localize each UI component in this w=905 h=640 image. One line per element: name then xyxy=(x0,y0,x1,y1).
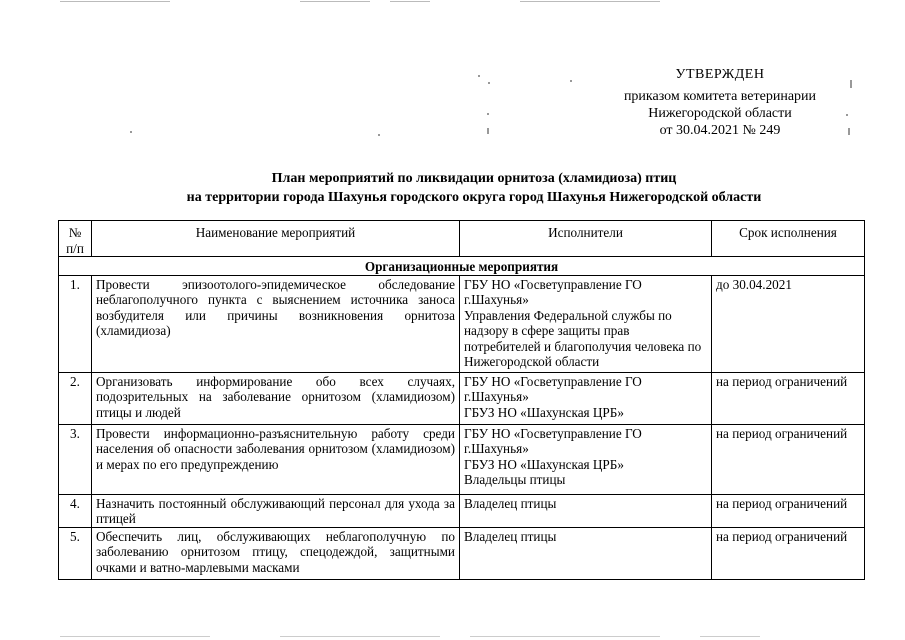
approval-stamp-block xyxy=(590,66,850,139)
row-measure: Назначить постоянный обслуживающий персонал для ухода за птицей xyxy=(92,494,460,527)
row-number: 4. xyxy=(59,494,92,527)
row-deadline: на период ограничений xyxy=(712,424,865,494)
executor: ГБУ НО «Госветуправление ГО г.Шахунья» xyxy=(464,276,642,307)
header-num: № п/п xyxy=(59,221,92,257)
table-row xyxy=(59,275,865,372)
table-row xyxy=(59,494,865,527)
row-executors xyxy=(460,527,712,579)
approval-line: Нижегородской области xyxy=(648,106,792,121)
scan-speck xyxy=(488,82,490,84)
scan-speck xyxy=(850,80,852,88)
row-executors xyxy=(460,275,712,372)
document-title xyxy=(60,169,888,207)
row-measure: Обеспечить лиц, обслуживающих неблагополучную по заболеванию орнитозом птицу, спецодеждой, защитными очками и ватно-марлевыми масками xyxy=(92,527,460,579)
row-deadline: до 30.04.2021 xyxy=(712,275,865,372)
executor: Владелец птицы xyxy=(464,495,557,511)
row-number: 5. xyxy=(59,527,92,579)
table-header-row xyxy=(59,221,865,257)
row-executors xyxy=(460,494,712,527)
approval-heading: УТВЕРЖДЕН xyxy=(675,67,765,82)
executor: Управления Федеральной службы по надзору в сфере защиты прав потребителей и благополучия человека по Нижегородской области xyxy=(464,307,702,369)
scan-speck xyxy=(130,131,132,133)
header-name: Наименование мероприятий xyxy=(92,221,460,257)
executor: ГБУЗ НО «Шахунская ЦРБ» xyxy=(464,456,624,472)
table-row xyxy=(59,527,865,579)
row-number: 2. xyxy=(59,372,92,424)
table-row xyxy=(59,372,865,424)
approval-line: приказом комитета ветеринарии xyxy=(623,89,817,104)
scan-bottom-edge xyxy=(0,634,905,640)
header-executors: Исполнители xyxy=(460,221,712,257)
table-row xyxy=(59,424,865,494)
row-number: 3. xyxy=(59,424,92,494)
row-measure: Провести эпизоотолого-эпидемическое обследование неблагополучного пункта с выяснением источника заноса возбудителя или причины возникновения орнитоза (хламидиоза) xyxy=(92,275,460,372)
scan-speck xyxy=(378,134,380,136)
executor: ГБУ НО «Госветуправление ГО г.Шахунья» xyxy=(464,425,642,456)
row-number: 1. xyxy=(59,275,92,372)
row-measure: Организовать информирование обо всех случаях, подозрительных на заболевание орнитозом (хламидиозом) птицы и людей xyxy=(92,372,460,424)
scan-top-edge xyxy=(0,0,905,4)
scan-speck xyxy=(487,128,489,134)
row-deadline: на период ограничений xyxy=(712,372,865,424)
row-measure: Провести информационно-разъяснительную работу среди населения об опасности заболевания орнитозом (хламидиозом) и мерах по его предупреждению xyxy=(92,424,460,494)
executor: Владелец птицы xyxy=(464,528,557,544)
scan-speck xyxy=(487,113,489,115)
executor: ГБУ НО «Госветуправление ГО г.Шахунья» xyxy=(464,373,642,404)
row-deadline: на период ограничений xyxy=(712,494,865,527)
title-line-2: на территории города Шахунья городского округа город Шахунья Нижегородской области xyxy=(186,190,762,205)
section-title: Организационные мероприятия xyxy=(59,257,865,276)
row-executors xyxy=(460,424,712,494)
row-deadline: на период ограничений xyxy=(712,527,865,579)
section-row xyxy=(59,257,865,276)
row-executors xyxy=(460,372,712,424)
scan-speck xyxy=(478,75,480,77)
approval-line: от 30.04.2021 № 249 xyxy=(659,123,781,138)
measures-table xyxy=(58,220,865,580)
scan-speck xyxy=(570,80,572,82)
header-deadline: Срок исполнения xyxy=(712,221,865,257)
executor: ГБУЗ НО «Шахунская ЦРБ» xyxy=(464,404,624,420)
executor: Владельцы птицы xyxy=(464,472,566,487)
title-line-1: План мероприятий по ликвидации орнитоза (хламидиоза) птиц xyxy=(271,171,677,186)
